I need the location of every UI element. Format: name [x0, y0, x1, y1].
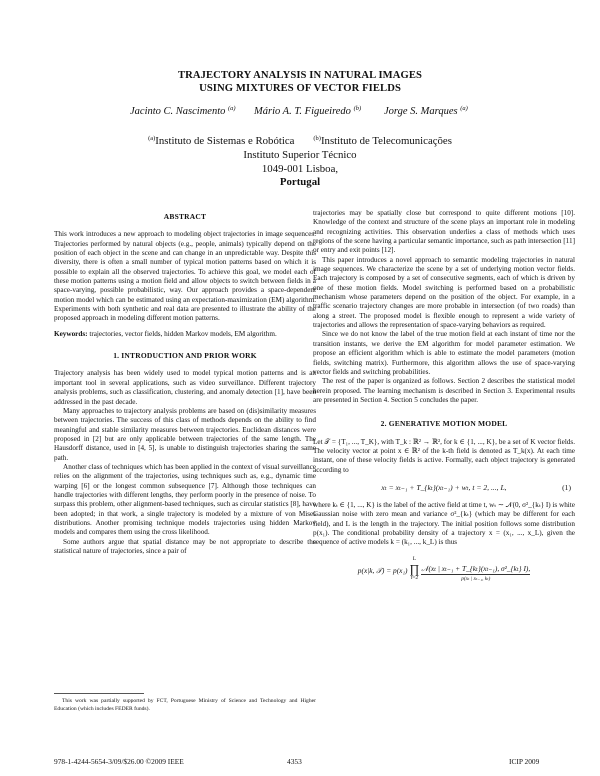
author-2: Mário A. T. Figueiredo $^{(b)}$: [254, 105, 362, 117]
section-1-paragraph: Trajectory analysis has been widely used to model typical motion patterns and is an important tool in several applications, such as video surveillance. Different trajectory analysis problems, such as classification, clustering, and anomaly detection [1], have been addressed in the past decade.: [54, 369, 316, 406]
abstract-text: This work introduces a new approach to modeling object trajectories in image sequences. Trajectories performed by natural objects (e.g., people, animals) typically depend on the position of each object in the scene and can change in an unpredictable way. Despite this diversity, there is often a small number of typical motion patterns based on which it is possible to explain all the observed trajectories. To achieve this goal, we model each of these motion patterns using a motion field and allow objects to switch between fields in a space-varying, possible probabilistic, way. Our approach provides a space-dependent motion model which can be estimated using an expectation-maximization (EM) algorithm. Experiments with both synthetic and real data are presented to illustrate the ability of the proposed approach in modeling different motion patterns.: [54, 230, 316, 323]
affiliation-line-2: Instituto Superior Técnico: [243, 148, 357, 161]
section-2-paragraph: where kₜ ∈ {1, ..., K} is the label of the active field at time t, wₜ ∼ 𝒩(0, σ²_{kₜ} I) is white Gaussian noise with zero mean and variance σ²_{kₜ} (which may be different for each field), and L is the length in the trajectory. The initial position follows some distribution p(x₁). The conditional probability density of a trajectory x = (x₁, ..., x_L), given the sequence of active models k = (k₁, ..., k_L) is thus: [313, 500, 575, 547]
abstract-heading: ABSTRACT: [163, 212, 207, 221]
equation-1: xₜ = xₜ₋₁ + T_{kₜ}(xₜ₋₁) + wₜ, t = 2, ..., L, (1): [381, 483, 571, 493]
left-column: [54, 212, 316, 556]
footnote-rule: [54, 693, 144, 694]
equation-number: (1): [562, 483, 571, 493]
footer-page-number: 4353: [287, 757, 302, 766]
footer-isbn: 978-1-4244-5654-3/09/$26.00 ©2009 IEEE: [54, 757, 184, 766]
author-1: Jacinto C. Nascimento $^{(a)}$: [130, 105, 236, 117]
section-1-paragraph: Another class of techniques which has been applied in the context of visual surveillance relies on the alignment of the trajectories, using techniques such as, e.g., dynamic time warping [6] or the longest common subsequence [7]. Although those techniques can handle trajectories with different lengths, they perform poorly in the presence of noise. To surpass this problem, other alignment-based techniques, such as circular statistics [8], have been adopted; in that work, a single trajectory is modeled by a mixture of von Mises distributions. Another promising technique models trajectories using hidden Markov models and compares them using the cross likelihood.: [54, 462, 316, 537]
product-operator: L ∏ t=2: [409, 555, 420, 581]
section-1-heading: 1. INTRODUCTION AND PRIOR WORK: [113, 351, 257, 361]
section-2-paragraph: Let 𝒯 = {T₁, ..., T_K}, with T_k : ℝ² → ℝ², for k ∈ {1, ..., K}, be a set of K vector fields. The velocity vector at point x ∈ ℝ² of the k-th field is denoted as T_k(x). At each time instant, one of these velocity fields is active. Formally, each object trajectory is generated according to: [313, 437, 575, 474]
keywords: Keywords: trajectories, vector fields, hidden Markov models, EM algorithm.: [54, 329, 277, 338]
right-column: [313, 209, 575, 586]
intro-paragraph: The rest of the paper is organized as follows. Section 2 describes the statistical model herein proposed. The learning mechanism is described in Section 3. Experimental results are presented in Section 4. Section 5 concludes the paper.: [313, 377, 575, 404]
paper-title: [0, 69, 600, 95]
footnote: This work was partially supported by FCT, Portuguese Ministry of Science and Technology and Higher Education (which includes FEDER funds).: [54, 698, 316, 713]
section-1-paragraph: Some authors argue that spatial distance may be not appropriate to describe the statistical nature of trajectories, since a pair of: [54, 537, 316, 555]
intro-continued-paragraph: trajectories may be spatially close but correspond to quite different motions [10]. Knowledge of the context and structure of the scene plays an important role in modeling and recognizing activities. This observation underlies a class of methods which uses regions of the scene having a particular semantic importance, such as path intersection [11] or entry and exit points [12].: [313, 209, 575, 255]
page-footer: [0, 757, 600, 767]
title-line-2: USING MIXTURES OF VECTOR FIELDS: [199, 83, 401, 94]
affiliation-line-1: $^{(a)}$Instituto de Sistemas e Robótica $^{(b)}$Instituto de Telecomunicações: [148, 135, 452, 147]
affiliation-country: Portugal: [279, 176, 321, 189]
author-list: [0, 105, 600, 119]
section-1-paragraph: Many approaches to trajectory analysis problems are based on (dis)similarity measures between trajectories. The success of this class of methods depends on the ability to find meaningful and stable similarity measures between trajectories. Euclidean distances were proposed in [2] but are only applicable between trajectories of the same length. The Hausdorff distance, used in [4, 5], is unable to distinguish trajectories sharing the same path.: [54, 406, 316, 462]
author-3: Jorge S. Marques $^{(a)}$: [384, 105, 468, 117]
underbrace-label: p(xₜ | xₜ₋₁, kₜ): [461, 576, 491, 582]
intro-paragraph: This paper introduces a novel approach to semantic modeling trajectories in natural image sequences. We characterize the scene by a set of underlying motion vector fields. Each trajectory is composed by a set of consecutive segments, each of which is driven by one of these motion fields. Model switching is performed based on a probabilistic mechanism whose parameters depend on the position of the object. For example, in a traffic scenario trajectory changes are more probable in intersection (of two roads) than along a street. The proposed model is flexible enough to represent a wide variety of trajectories and allows the representation of space-varying behaviors as required.: [313, 255, 575, 330]
affiliation-block: [0, 132, 600, 190]
section-2-heading: 2. GENERATIVE MOTION MODEL: [380, 419, 508, 429]
footer-venue: ICIP 2009: [509, 757, 540, 766]
intro-paragraph: Since we do not know the label of the true motion field at each instant of time nor the transition instants, we derive the EM algorithm for model parameter estimation. We propose an efficient algorithm which is able to estimate the model parameters (motion fields, switching matrix). Furthermore, this algorithm allows the use of space-varying vector fields and switching probabilities.: [313, 330, 575, 376]
title-line-1: TRAJECTORY ANALYSIS IN NATURAL IMAGES: [177, 70, 423, 81]
affiliation-line-3: 1049-001 Lisboa,: [261, 162, 339, 175]
equation-2: p(x|k, 𝒯) = p(x₁) L ∏ t=2 𝒩(xₜ | xₜ₋₁ + T_{kₜ}(xₜ₋₁), σ²_{kₜ} I), p(xₜ | xₜ₋₁, kₜ): [313, 556, 575, 586]
